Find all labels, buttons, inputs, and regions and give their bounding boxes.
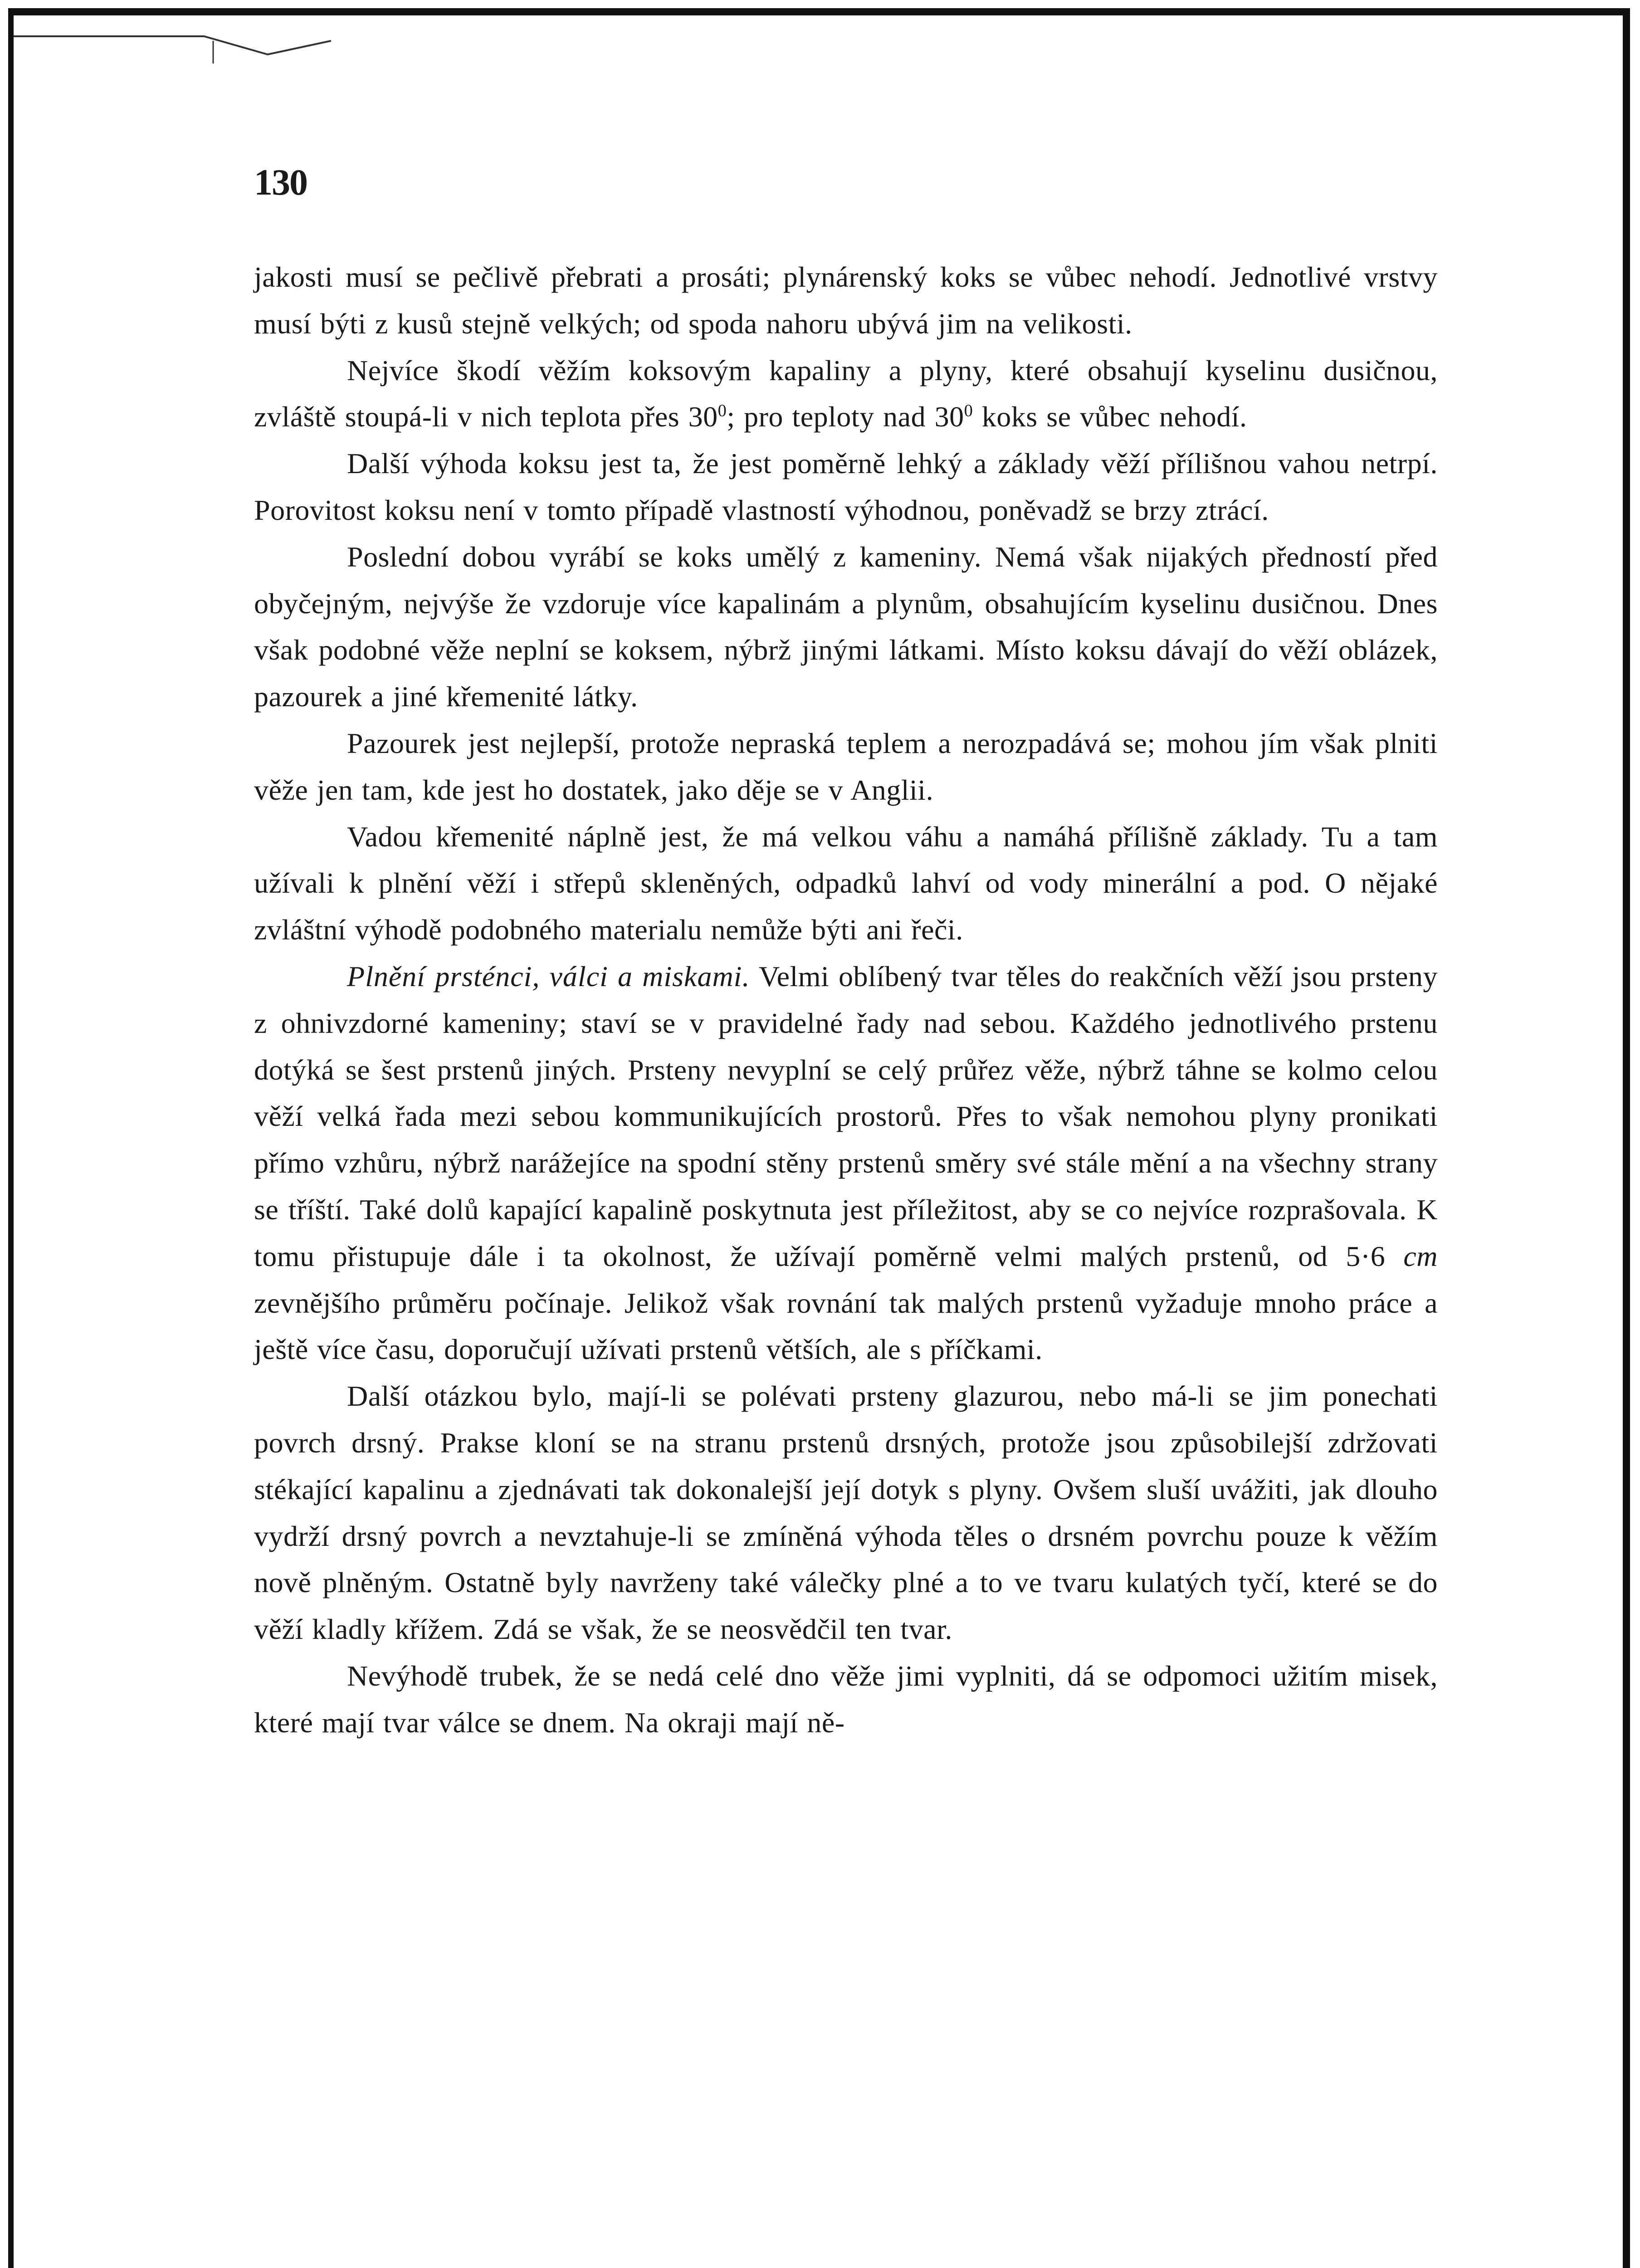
paragraph: Nevýhodě trubek, že se nedá celé dno věže jimi vyplniti, dá se odpomoci užitím misek, které mají tvar válce se dnem. Na okraji mají ně-: [254, 1659, 1438, 1739]
degree-sign: 0: [964, 401, 973, 421]
paragraph: Další otázkou bylo, mají-li se polévati prsteny glazurou, nebo má-li se jim ponechati povrch drsný. Prakse kloní se na stranu prstenů drsných, protože jsou způsobilejší zdržovati stékající kapalinu a zjednávati tak dokonalejší její dotyk s plyny. Ovšem sluší uvážiti, jak dlouho vydrží drsný povrch a nevztahuje-li se zmíněná výhoda těles o drsném povrchu pouze k věžím nově plněným. Ostatně byly navrženy také válečky plné a to ve tvaru kulatých tyčí, které se do věží kladly křížem. Zdá se však, že se neosvědčil ten tvar.: [254, 1380, 1438, 1646]
page-number: 130: [254, 161, 307, 203]
paragraph: Pazourek jest nejlepší, protože nepraská teplem a nerozpadává se; mohou jím však plniti věže jen tam, kde jest ho dostatek, jako děje se v Anglii.: [254, 727, 1438, 806]
section-title: Plnění prsténci, válci a miskami.: [347, 960, 750, 992]
degree-sign: 0: [718, 401, 727, 421]
paragraph: Vadou křemenité náplně jest, že má velkou váhu a namáhá přílišně základy. Tu a tam užívali k plnění věží i střepů skleněných, odpadků lahví od vody minerální a pod. O nějaké zvláštní výhodě podobného materialu nemůže býti ani řeči.: [254, 820, 1438, 946]
paragraph: Plnění prsténci, válci a miskami. Velmi oblíbený tvar těles do reakčních věží jsou prsteny z ohnivzdorné kameniny; staví se v pravidelné řady nad sebou. Každého jednotlivého prstenu dotýká se šest prstenů jiných. Prsteny nevyplní se celý průřez věže, nýbrž táhne se kolmo celou věží velká řada mezi sebou kommunikujících prostorů. Přes to však nemohou plyny pronikati přímo vzhůru, nýbrž narážejíce na spodní stěny prstenů směry své stále mění a na všechny strany se tříští. Také dolů kapající kapalině poskytnuta jest příležitost, aby se co nejvíce rozprašovala. K tomu přistupuje dále i ta okolnost, že užívají poměrně velmi malých prstenů, od 5·6 cm zevnějšího průměru počínaje. Jelikož však rovnání tak malých prstenů vyžaduje mnoho práce a ještě více času, doporučují užívati prstenů větších, ale s příčkami.: [254, 960, 1438, 1366]
unit: cm: [1403, 1240, 1438, 1272]
paragraph: Další výhoda koksu jest ta, že jest poměrně lehký a základy věží přílišnou vahou netrpí. Porovitost koksu není v tomto případě vlastností výhodnou, poněvadž se brzy ztrácí.: [254, 447, 1438, 526]
paragraph: Poslední dobou vyrábí se koks umělý z kameniny. Nemá však nijakých předností před obyčejným, nejvýše že vzdoruje více kapalinám a plynům, obsahujícím kyselinu dusičnou. Dnes však podobné věže neplní se koksem, nýbrž jinými látkami. Místo koksu dávají do věží oblázek, pazourek a jiné křemenité látky.: [254, 540, 1438, 713]
paragraph: jakosti musí se pečlivě přebrati a prosáti; plynárenský koks se vůbec nehodí. Jednotlivé vrstvy musí býti z kusů stejně velkých; od spoda nahoru ubývá jim na velikosti.: [254, 261, 1438, 340]
body-text: [254, 254, 1438, 1746]
paragraph: Nejvíce škodí věžím koksovým kapaliny a plyny, které obsahují kyselinu dusičnou, zvláště stoupá-li v nich teplota přes $30^0$; pro teploty nad $30^0$ koks se vůbec nehodí.: [254, 354, 1438, 433]
scan-artifact: [14, 14, 331, 95]
